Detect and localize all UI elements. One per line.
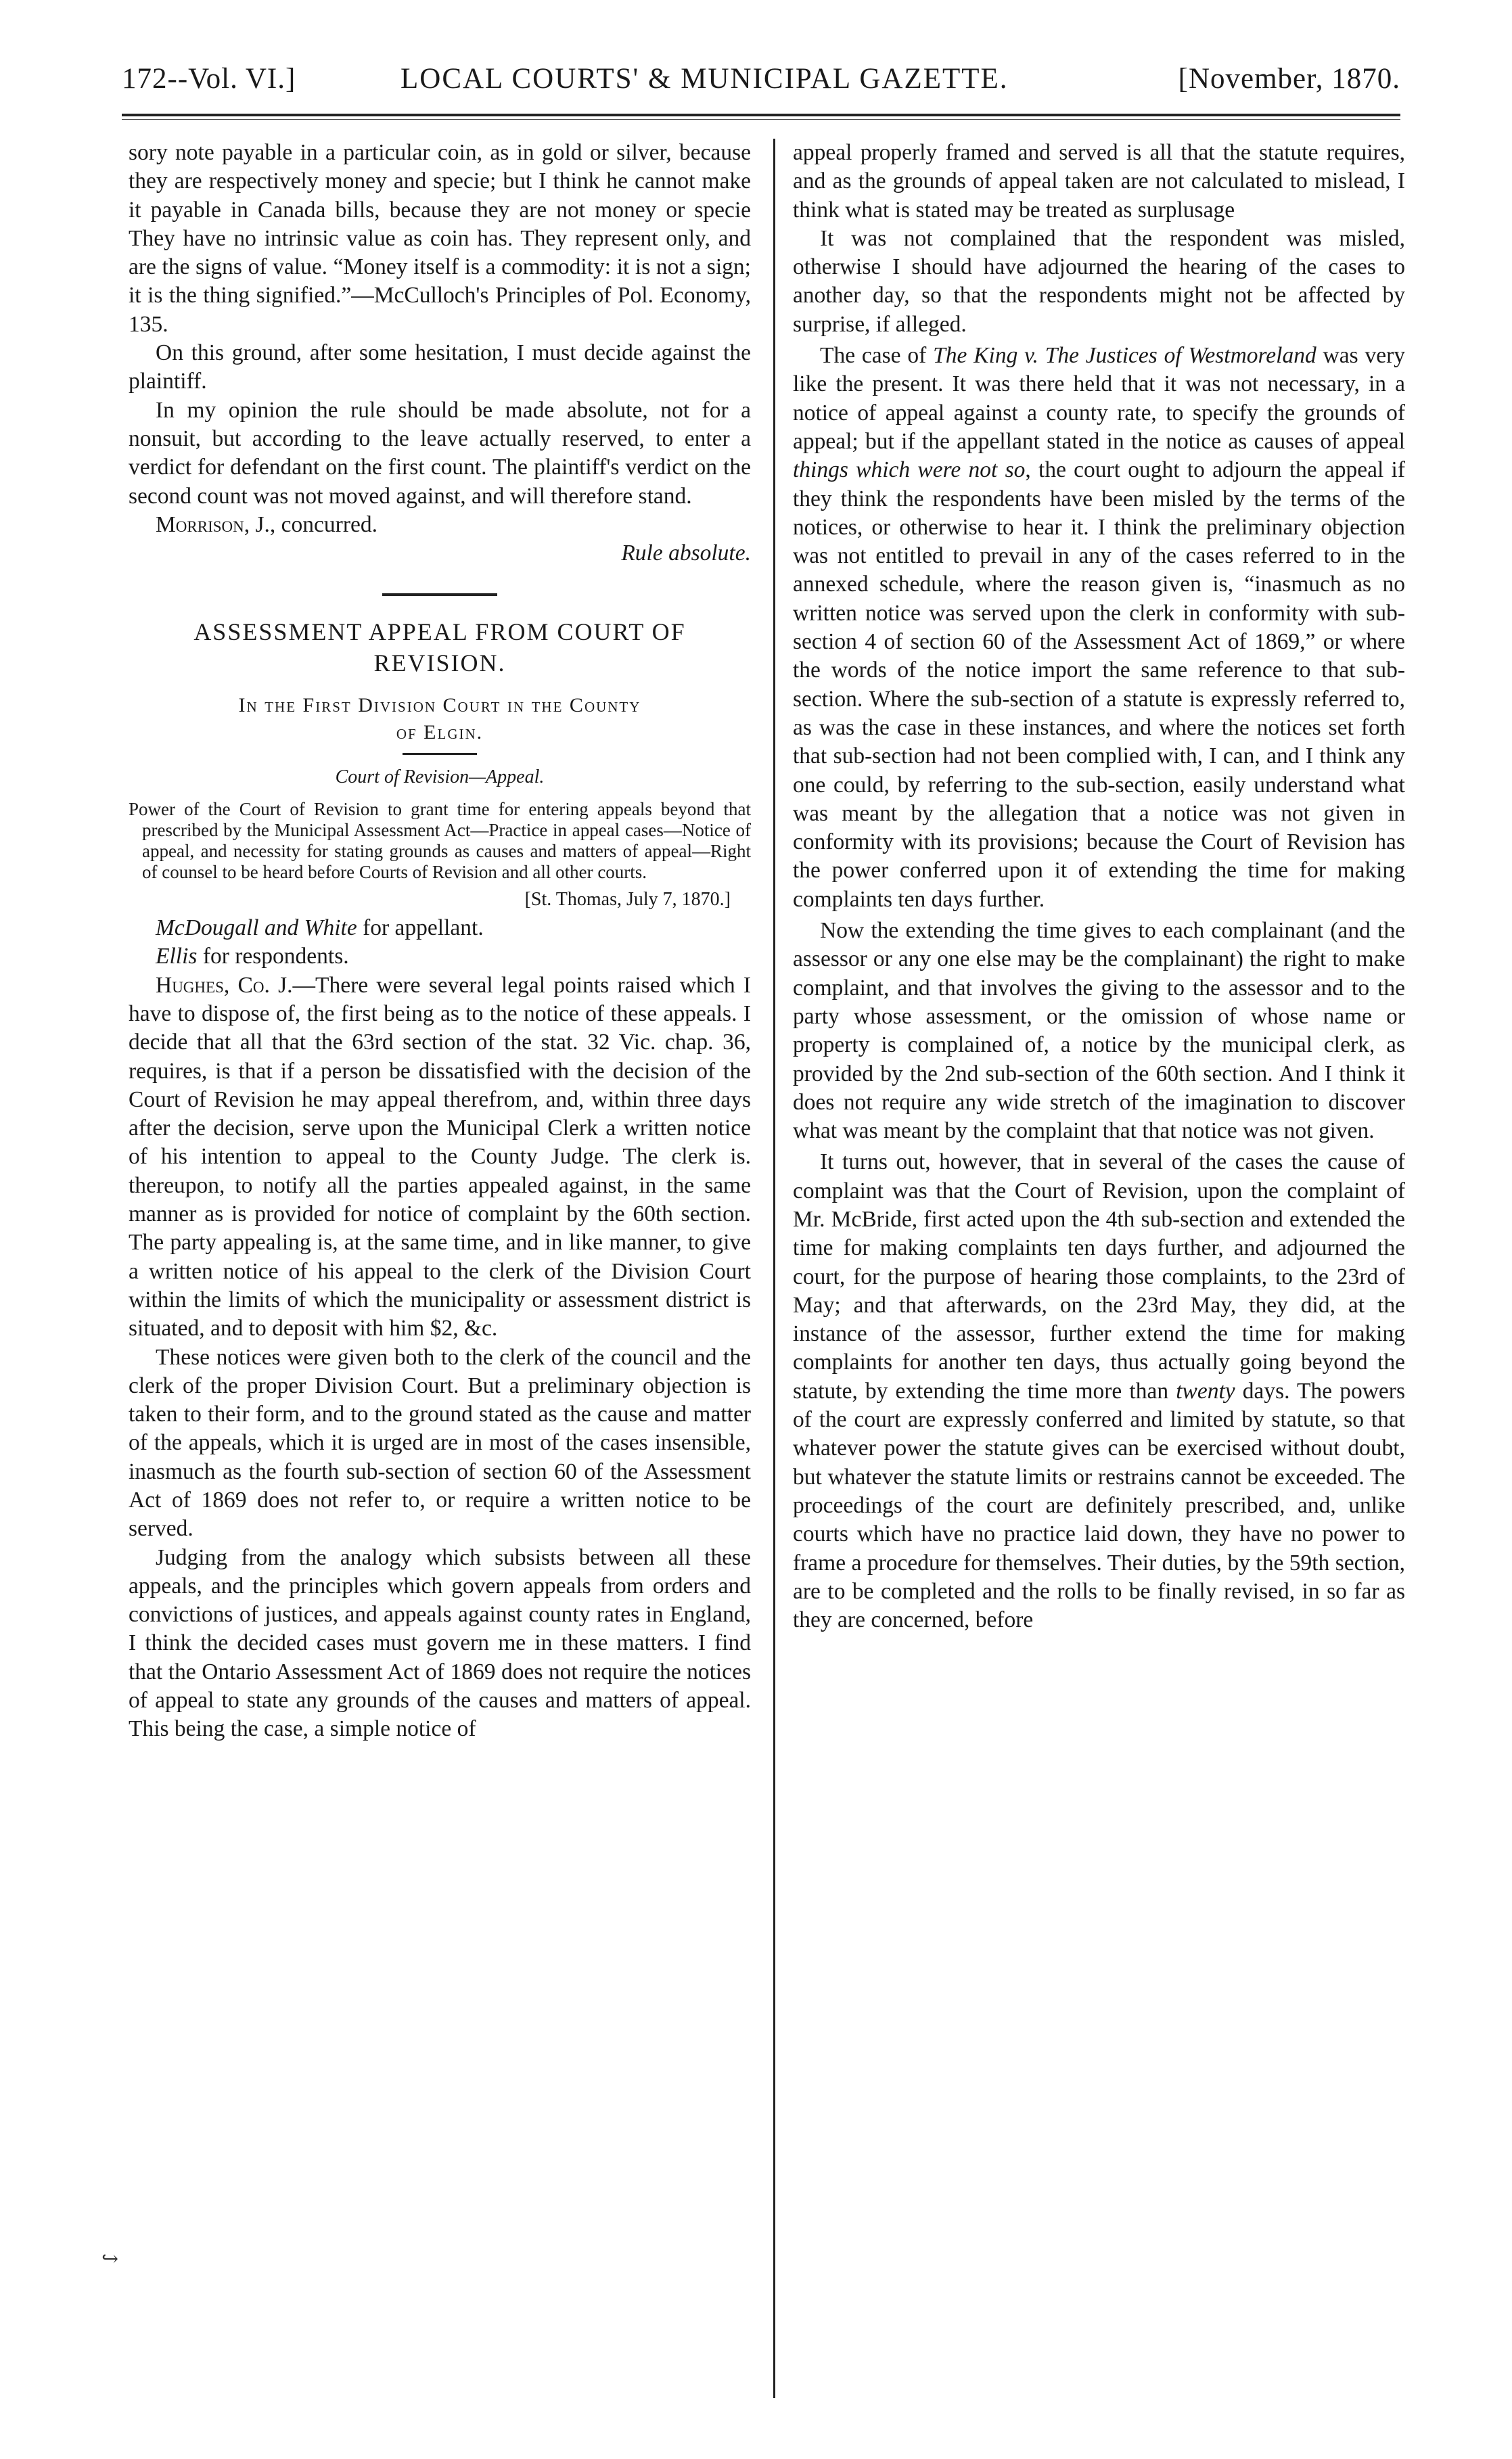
dateline: [St. Thomas, July 7, 1870.]: [524, 888, 731, 910]
header-rule: [122, 114, 1400, 116]
section-rule: [403, 753, 477, 755]
paragraph: Judging from the analogy which subsists between all these appeals, and the principles which govern appeals from orders and convictions of justices, and appeals against county rates in England, I think the decided cases must govern me in these matters. I find that the Ontario Assessment Act of 1869 does not require the notices of appeal to state any grounds of the causes and matters of appeal. This being the case, a simple notice of: [129, 1544, 751, 1742]
header-rule-thin: [122, 119, 1400, 120]
judge-name: Morrison, J.,: [156, 511, 276, 537]
paragraph: [793, 1148, 1405, 1634]
counsel-text: for respondents.: [197, 944, 349, 969]
judge-name: Hughes, Co. J.: [156, 972, 293, 998]
paragraph: These notices were given both to the clerk of the council and the clerk of the proper Division Court. But a preliminary objection is taken to their form, and to the ground stated as the cause and matter of the appeals, which it is urged are in most of the cases insensible, inasmuch as the fourth sub-section of section 60 of the Assessment Act of 1869 does not refer to, or require a written notice to be served.: [129, 1344, 751, 1542]
paragraph: [793, 342, 1405, 914]
case-citation: The King v. The Justices of Westmoreland: [933, 343, 1316, 369]
running-header: [122, 62, 1400, 110]
paragraph: appeal properly framed and served is all that the statute requires, and as the grounds of appeal taken are not calculated to mislead, I think what is stated may be treated as surplusage: [793, 140, 1405, 223]
paragraph: On this ground, after some hesitation, I must decide against the plaintiff.: [129, 340, 751, 394]
paragraph: Now the extending the time gives to each complainant (and the assessor or any one else may be the complainant) the right to make complaint, and that involves the giving to the assessor and to the party whose assessment, or the omission of whose name or property is complained of, a notice by the municipal clerk, as provided by the 2nd sub-section of the 60th section. And I think it does not require any wide stretch of the imagination to discover what was meant by the complaint that that notice was not given.: [793, 918, 1405, 1144]
counsel-names: Ellis: [156, 944, 198, 969]
emphasis: twenty: [1176, 1378, 1235, 1404]
court-type: Court of Revision—Appeal.: [335, 766, 545, 788]
counsel-line: [129, 942, 751, 971]
paragraph-text: days. The powers of the court are expressly conferred and limited by statute, so that whatever power the statute gives can be exercised without doubt, but whatever the statute limits or restrains cannot be exceeded. The proceedings of the court are definitely prescribed, and, unlike courts which have no practice laid down, they have no power to frame a procedure for themselves. Their duties, by the 59th section, are to be completed and the rolls to be finally revised, in so far as they are concerned, before: [793, 1378, 1405, 1633]
header-title: LOCAL COURTS' & MUNICIPAL GAZETTE.: [400, 63, 1009, 95]
header-date: [November, 1870.: [1178, 63, 1400, 95]
paragraph: [129, 971, 751, 1343]
counsel-names: McDougall and White: [156, 915, 357, 941]
paragraph-text: —There were several legal points raised which I have to dispose of, the first being as to the notice of these appeals. I decide that all that the 63rd section of the stat. 32 Vic. chap. 36, requires, is that if a person be dissatisfied with the decision of the Court of Revision he may appeal therefrom, and, within three days after the decision, serve upon the Municipal Clerk a written notice of his intention to appeal to the County Judge. The clerk is. thereupon, to notify all the parties appealed against, in the same manner as is provided for notice of complaint by the 60th section. The party appealing is, at the same time, and in like manner, to give a written notice of his appeal to the clerk of the Division Court within the limits of which the municipality or assessment district is situated, and to deposit with him $2, &c.: [129, 972, 751, 1341]
paragraph-text: It turns out, however, that in several of the cases the cause of complaint was that the Court of Revision, upon the complaint of Mr. McBride, first acted upon the 4th sub-section and extended the time for making complaints ten days further, and adjourned the court, for the purpose of hearing those complaints, to the 23rd of May; and that afterwards, on the 23rd May, they did, at the instance of the assessor, further extend the time for making complaints for another ten days, thus actually going beyond the statute, by extending the time more than: [793, 1149, 1405, 1404]
margin-mark: ↪: [101, 2248, 119, 2270]
court-line: In the First Division Court in the County: [238, 694, 641, 717]
paragraph: In my opinion the rule should be made absolute, not for a nonsuit, but according to the leave actually reserved, to enter a verdict for defendant on the first count. The plaintiff's verdict on the second count was not moved against, and will therefore stand.: [129, 397, 751, 509]
paragraph: [129, 511, 751, 539]
paragraph: sory note payable in a particular coin, as in gold or silver, because they are respectively money and specie; but I think he cannot make it payable in Canada bills, because they are not money or specie They have no intrinsic value as coin has. They represent only, and are the signs of value. “Money itself is a commodity: it is not a sign; it is the thing signified.”—McCulloch's Principles of Pol. Economy, 135.: [129, 140, 751, 337]
section-rule: [382, 593, 497, 596]
case-title: ASSESSMENT APPEAL FROM COURT OF REVISION.: [193, 618, 686, 677]
paragraph-text: was very like the present. It was there held that it was not necessary, in a notice of appeal against a county rate, to specify the grounds of appeal; but if the appellant stated in the notice as causes of appeal: [793, 343, 1405, 454]
header-volume: 172--Vol. VI.]: [122, 63, 296, 95]
paragraph-text: The case of: [820, 343, 934, 369]
counsel-text: for appellant.: [357, 915, 484, 941]
column-divider: [773, 139, 775, 2398]
headnote: Power of the Court of Revision to grant time for entering appeals beyond that prescribed by the Municipal Assessment Act—Practice in appeal cases—Notice of appeal, and necessity for stating grounds as causes and matters of appeal—Right of counsel to be heard before Courts of Revision and all other courts.: [129, 798, 751, 882]
rule-absolute: Rule absolute.: [621, 541, 751, 566]
paragraph: It was not complained that the respondent was misled, otherwise I should have adjourned the hearing of the cases to another day, so that the respondents might not be affected by surprise, if alleged.: [793, 225, 1405, 337]
counsel-line: [129, 914, 751, 942]
emphasis: things which were not so: [793, 457, 1026, 483]
right-column: [793, 139, 1405, 1634]
court-line: of Elgin.: [396, 721, 484, 744]
paragraph-text: concurred.: [275, 511, 377, 537]
left-column: [129, 139, 751, 1744]
paragraph-text: , the court ought to adjourn the appeal if they think the respondents have been misled by the terms of the notices, or otherwise to hear it. I think the preliminary objection was not entitled to prevail in any of the cases referred to in the annexed schedule, where the reason given is, “inasmuch as no written notice was served upon the clerk in conformity with sub-section 4 of section 60 of the Assessment Act of 1869,” or where the words of the notice import the same reference to that sub-section. Where the sub-section of a statute is expressly referred to, as was the case in these instances, and where the notices set forth that sub-section had not been complied with, I can, and I think any one could, by referring to the sub-section, easily understand what was meant by the allegation that a notice was not given in conformity with its provisions; because the Court of Revision has the power conferred upon it of extending the time for making complaints ten days further.: [793, 457, 1405, 912]
